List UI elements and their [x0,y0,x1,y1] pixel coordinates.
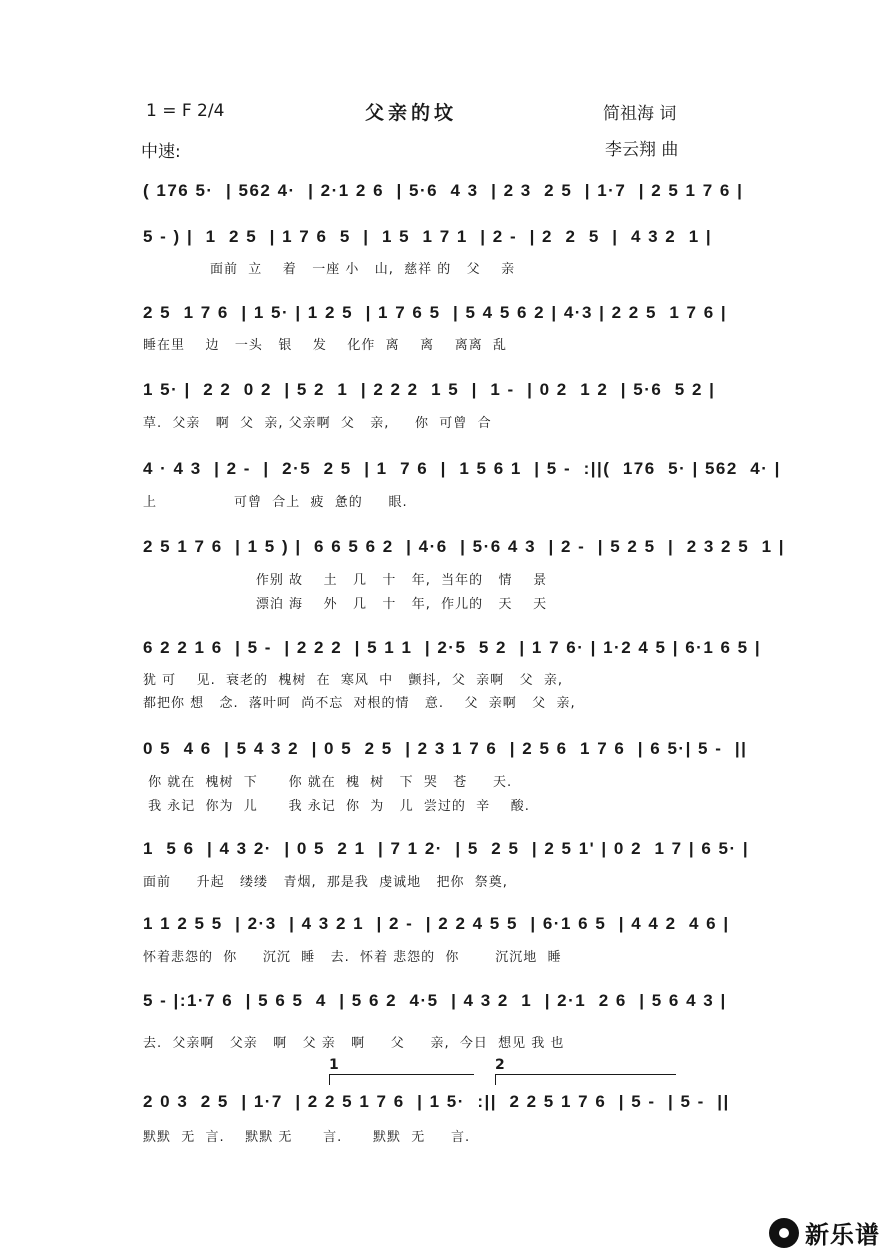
volta-2-label: 2 [495,1057,505,1073]
tempo-marking: 中速: [141,142,181,162]
score-row-6: 2 5 1 7 6 | 1 5 ) | 6 6 5 6 2 | 4·6 | 5·6 4 3 | 2 - | 5 2 5 | 2 3 2 5 1 | [143,537,786,556]
watermark-text: 新乐谱 [805,1221,880,1249]
lyric-row-11: 去. 父亲啊 父亲 啊 父 亲 啊 父 亲, 今日 想见 我 也 [143,1036,565,1051]
score-row-12: 2 0 3 2 5 | 1·7 | 2 2 5 1 7 6 | 1 5· :|| 2 2 5 1 7 6 | 5 - | 5 - || [143,1092,730,1111]
volta-2-bracket [495,1074,676,1085]
score-row-9: 1 5 6 | 4 3 2· | 0 5 2 1 | 7 1 2· | 5 2 5 | 2 5 1' | 0 2 1 7 | 6 5· | [143,839,750,858]
lyric-row-8b: 我 永记 你为 儿 我 永记 你 为 儿 尝过的 辛 酸. [143,799,530,814]
lyric-row-8a: 你 就在 槐树 下 你 就在 槐 树 下 哭 苍 天. [143,775,513,790]
score-row-10: 1 1 2 5 5 | 2·3 | 4 3 2 1 | 2 - | 2 2 4 5 5 | 6·1 6 5 | 4 4 2 4 6 | [143,914,730,933]
lyric-row-6a: 作别 故 土 几 十 年, 当年的 情 景 [143,573,548,588]
lyric-row-9: 面前 升起 缕缕 青烟, 那是我 虔诚地 把你 祭奠, [143,875,508,890]
key-signature: 1 = F 2/4 [146,101,225,121]
lyric-row-10: 怀着悲怨的 你 沉沉 睡 去. 怀着 悲怨的 你 沉沉地 睡 [143,950,562,965]
score-row-3: 2 5 1 7 6 | 1 5· | 1 2 5 | 1 7 6 5 | 5 4 5 6 2 | 4·3 | 2 2 5 1 7 6 | [143,303,728,322]
score-row-11: 5 - |:1·7 6 | 5 6 5 4 | 5 6 2 4·5 | 4 3 2 1 | 2·1 2 6 | 5 6 4 3 | [143,991,727,1010]
score-row-8: 0 5 4 6 | 5 4 3 2 | 0 5 2 5 | 2 3 1 7 6 | 2 5 6 1 7 6 | 6 5·| 5 - || [143,739,748,758]
lyric-row-2: 面前 立 着 一座 小 山, 慈祥 的 父 亲 [210,262,516,277]
score-row-7: 6 2 2 1 6 | 5 - | 2 2 2 | 5 1 1 | 2·5 5 2 | 1 7 6· | 1·2 4 5 | 6·1 6 5 | [143,638,762,657]
lyric-row-3: 睡在里 边 一头 银 发 化作 离 离 离离 乱 [143,338,507,353]
lyric-row-12: 默默 无 言. 默默 无 言. 默默 无 言. [143,1130,471,1145]
score-row-4: 1 5· | 2 2 0 2 | 5 2 1 | 2 2 2 1 5 | 1 - | 0 2 1 2 | 5·6 5 2 | [143,380,716,399]
lyric-row-4: 草. 父亲 啊 父 亲, 父亲啊 父 亲, 你 可曾 合 [143,416,492,431]
lyric-row-5: 上 可曾 合上 疲 惫的 眼. [143,495,408,510]
score-row-2: 5 - ) | 1 2 5 | 1 7 6 5 | 1 5 1 7 1 | 2 - | 2 2 5 | 4 3 2 1 | [143,227,713,246]
score-row-1: ( 176 5· | 562 4· | 2·1 2 6 | 5·6 4 3 | 2 3 2 5 | 1·7 | 2 5 1 7 6 | [143,181,744,200]
lyricist: 简祖海 词 [603,104,677,124]
volta-1-label: 1 [329,1057,339,1073]
lyric-row-6b: 漂泊 海 外 几 十 年, 作儿的 天 天 [143,597,548,612]
record-disc-icon [769,1218,799,1248]
composer: 李云翔 曲 [605,140,679,160]
score-row-5: 4 · 4 3 | 2 - | 2·5 2 5 | 1 7 6 | 1 5 6 1 | 5 - :||( 176 5· | 562 4· | [143,459,781,478]
lyric-row-7a: 犹 可 见. 衰老的 槐树 在 寒风 中 颤抖, 父 亲啊 父 亲, [143,673,563,688]
song-title: 父亲的坟 [365,102,458,124]
volta-1-bracket [329,1074,474,1085]
lyric-row-7b: 都把你 想 念. 落叶呵 尚不忘 对根的情 意. 父 亲啊 父 亲, [143,696,576,711]
watermark-logo [769,1215,880,1250]
